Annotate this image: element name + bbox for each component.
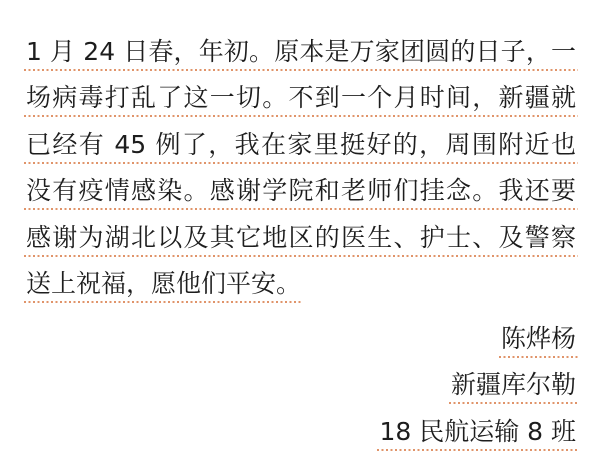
- signature-block: [24, 311, 578, 451]
- note-line: [24, 24, 578, 71]
- note-line: [24, 117, 578, 164]
- note-line-text: 1 月 24 日春，年初。原本是万家团圆的日子，一: [24, 38, 578, 71]
- note-line-text: 场病毒打乱了这一切。不到一个月时间，新疆就: [24, 84, 578, 117]
- note-line: [24, 71, 578, 118]
- note-line: [24, 164, 578, 211]
- note-body: [24, 24, 578, 303]
- note-line-text: 送上祝福，愿他们平安。: [24, 270, 303, 303]
- note-line: [24, 210, 578, 257]
- note-line-text: 感谢为湖北以及其它地区的医生、护士、及警察: [24, 224, 578, 257]
- signature-line-class: [24, 404, 578, 451]
- signature-line-location: [24, 358, 578, 405]
- signature-name-text: 陈烨杨: [499, 325, 578, 358]
- signature-location-text: 新疆库尔勒: [449, 371, 578, 404]
- note-line-text: 没有疫情感染。感谢学院和老师们挂念。我还要: [24, 177, 578, 210]
- note-page: [24, 24, 578, 451]
- signature-line-name: [24, 311, 578, 358]
- note-line: [24, 257, 578, 304]
- signature-class-text: 18 民航运输 8 班: [377, 418, 578, 451]
- note-line-text: 已经有 45 例了，我在家里挺好的，周围附近也: [24, 131, 578, 164]
